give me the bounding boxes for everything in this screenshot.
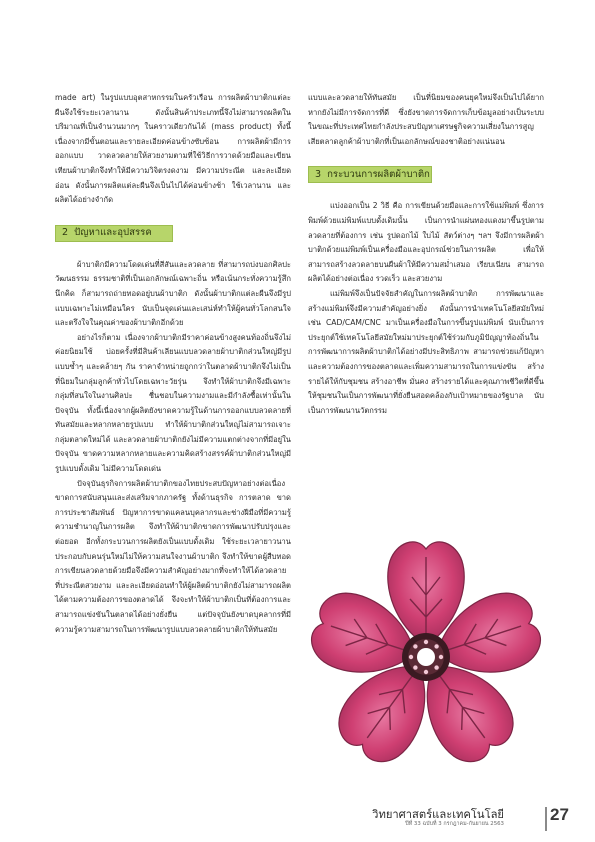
- paragraph: ปัจจุบันธุรกิจการผลิตผ้าบาติกของไทยประสบปัญหาอย่างต่อเนื่อง ขาดการสนับสนุนและส่งเสริมจากภาครัฐ ทั้งด้านธุรกิจ การตลาด ขาดการประชาสัมพันธ์ ปัญหาการขาดแคลนบุคลากรและช่างฝีมือที่มีความรู้ความชำนาญในการผลิต จึงทำให้ผ้าบาติกขาดการพัฒนาปรับปรุงและต่อยอด อีกทั้งกระบวนการผลิตยังเป็นแบบดั้งเดิม ใช้ระยะเวลายาวนาน ประกอบกับคนรุ่นใหม่ไม่ให้ความสนใจงานผ้าบาติก จึงทำให้ขาดผู้สืบทอด การเขียนลวดลายด้วยมือจึงมีความสำคัญอย่างมากที่จะทำให้ได้ลวดลายที่ประณีตสวยงาม และละเอียดอ่อนทำให้ผู้ผลิตผ้าบาติกยังไม่สามารถผลิตได้ตามความต้องการของตลาดได้ จึงจะทำให้ผ้าบาติกเป็นที่ต้องการและสามารถแข่งขันในตลาดได้อย่างยั่งยืน แต่ปัจจุบันยังขาดบุคลากรที่มีความรู้ความสามารถในการพัฒนารูปแบบลวดลายผ้าบาติกให้ทันสมัย: [55, 478, 291, 634]
- paragraph: แบบและลวดลายให้ทันสมัย เป็นที่นิยมของคนยุคใหม่จึงเป็นไปได้ยาก หากยังไม่มีการจัดการที่ดี ซึ่งยังขาดการจัดการเก็บข้อมูลอย่างเป็นระบบ ในขณะที่ประเทศไทยกำลังประสบปัญหาเศรษฐกิจความเสี่ยงในการสูญเสียตลาดลูกค้าผ้าบาติกที่เป็นเอกลักษณ์ของชาติอย่างแน่นอน: [308, 93, 544, 146]
- magazine-title: วิทยาศาสตร์และเทคโนโลยี: [372, 808, 504, 821]
- page-number: 27: [550, 805, 569, 824]
- section-number: 2: [62, 226, 69, 238]
- paragraph: ผ้าบาติกมีความโดดเด่นที่สีสันและลวดลาย ที่สามารถบ่งบอกศิลปะ วัฒนธรรม ธรรมชาติที่เป็นเอกลักษณ์เฉพาะถิ่น หรือเน้นกระทั่งความรู้สึกนึกคิด ก็สามารถถ่ายทอดอยู่บนผ้าบาติก ดังนั้นผ้าบาติกแต่ละผืนจึงมีรูปแบบเฉพาะไม่เหมือนใคร นับเป็นจุดเด่นและเสน่ห์ทำให้ผู้คนทั่วโลกสนใจและตรึงใจในคุณค่าของผ้าบาติกอีกด้วย: [55, 259, 291, 328]
- paragraph: แม่พิมพ์จึงเป็นปัจจัยสำคัญในการผลิตผ้าบาติก การพัฒนาและสร้างแม่พิมพ์จึงมีความสำคัญอย่างยิ่ง ดังนั้นการนำเทคโนโลยีสมัยใหม่ เช่น CAD/CAM/CNC มาเป็นเครื่องมือในการขึ้นรูปแม่พิมพ์ นับเป็นการประยุกต์ใช้เทคโนโลยีสมัยใหม่มาประยุกต์ใช้ร่วมกับภูมิปัญญาท้องถิ่นในการพัฒนาการผลิตผ้าบาติกได้อย่างมีประสิทธิภาพ สามารถช่วยแก้ปัญหาและความต้องการของตลาดและเพิ่มความสามารถในการแข่งขัน สร้างรายได้ให้กับชุมชน สร้างอาชีพ มั่นคง สร้างรายได้และคุณภาพชีวิตที่ดีขึ้น ให้ชุมชนในเป็นการพัฒนาที่ยั่งยืนสอดคล้องกับเป้าหมายของรัฐบาล นับเป็นการพัฒนานวัตกรรม: [308, 288, 544, 415]
- batik-flower-illustration: [303, 523, 549, 787]
- paragraph: แบ่งออกเป็น 2 วิธี คือ การเขียนด้วยมือและการใช้แม่พิมพ์ ซึ่งการพิมพ์ด้วยแม่พิมพ์แบบดั้งเดิมนั้น เป็นการนำแผ่นทองแดงมาขึ้นรูปตามลวดลายที่ต้องการ เช่น รูปดอกไม้ ใบไม้ สัตว์ต่างๆ ฯลฯ จึงมีการผลิตผ้าบาติกด้วยแม่พิมพ์เป็นเครื่องมือและอุปกรณ์ช่วยในการผลิต เพื่อให้สามารถสร้างลวดลายบนผืนผ้าให้มีความสม่ำเสมอ เรียบเนียน สามารถผลิตได้อย่างต่อเนื่อง รวดเร็ว และสวยงาม: [308, 201, 544, 284]
- footer-divider: [545, 807, 547, 831]
- section-heading: [55, 225, 173, 242]
- section-title: ปัญหาและอุปสรรค: [74, 226, 152, 238]
- page-footer: [300, 805, 569, 831]
- paragraph: อย่างไรก็ตาม เนื่องจากผ้าบาติกมีราคาค่อนข้างสูงคนท้องถิ่นจึงไม่ค่อยนิยมใช้ บ่อยครั้งที่มีสินค้าเลียนแบบลวดลายผ้าบาติกส่วนใหญ่มีรูปแบบซ้ำๆ และคล้ายๆ กัน ราคาจำหน่ายถูกกว่าในตลาดผ้าบาติกจึงไม่เป็นที่นิยมในกลุ่มลูกค้าทั่วไปโดยเฉพาะวัยรุ่น จึงทำให้ผ้าบาติกจึงมีเฉพาะกลุ่มที่สนใจในงานศิลปะ ชื่นชอบในความงามและมีกำลังซื้อเท่านั้นในปัจจุบัน ทั้งนี้เนื่องจากผู้ผลิตยังขาดความรู้ในด้านการออกแบบลวดลายที่ทันสมัยและหลากหลายรูปแบบ ทำให้ผ้าบาติกส่วนใหญ่ไม่สามารถเจาะกลุ่มตลาดใหม่ได้ และลวดลายผ้าบาติกยังไม่มีความแตกต่างจากที่มีอยู่ในปัจจุบัน ขาดความหลากหลายและความคิดสร้างสรรค์ผ้าบาติกส่วนใหญ่มีรูปแบบดั้งเดิม ไม่มีความโดดเด่น: [55, 332, 291, 474]
- issue-info: ปีที่ 33 ฉบับที่ 3 กรกฎาคม-กันยายน 2563: [405, 821, 504, 827]
- section-title: กระบวนการผลิตผ้าบาติก: [327, 168, 430, 180]
- left-column: [55, 91, 291, 637]
- section-number: 3: [315, 168, 322, 180]
- paragraph: made art) ในรูปแบบอุตสาหกรรมในครัวเรือน การผลิตผ้าบาติกแต่ละผืนจึงใช้ระยะเวลานาน ดังนั้นสินค้าประเภทนี้จึงไม่สามารถผลิตในปริมาณที่เป็นจำนวนมากๆ ในคราวเดียวกันได้ (mass product) ทั้งนี้เนื่องจากมีขั้นตอนและรายละเอียดค่อนข้างซับซ้อน การผลิตผ้ามีการออกแบบ วาดลวดลายให้สวยงามตามที่ใช้วิธีการวาดด้วยมือและเขียนเทียนผ้าบาติกจึงทำให้มีความวิจิตรงดงาม มีความประณีต และละเอียดอ่อน ดังนั้นการผลิตแต่ละผืนจึงเป็นไปได้ค่อนข้างช้า ใช้เวลานาน และผลิตได้อย่างจำกัด: [55, 93, 291, 205]
- right-column: [308, 91, 544, 418]
- section-heading: [308, 166, 432, 183]
